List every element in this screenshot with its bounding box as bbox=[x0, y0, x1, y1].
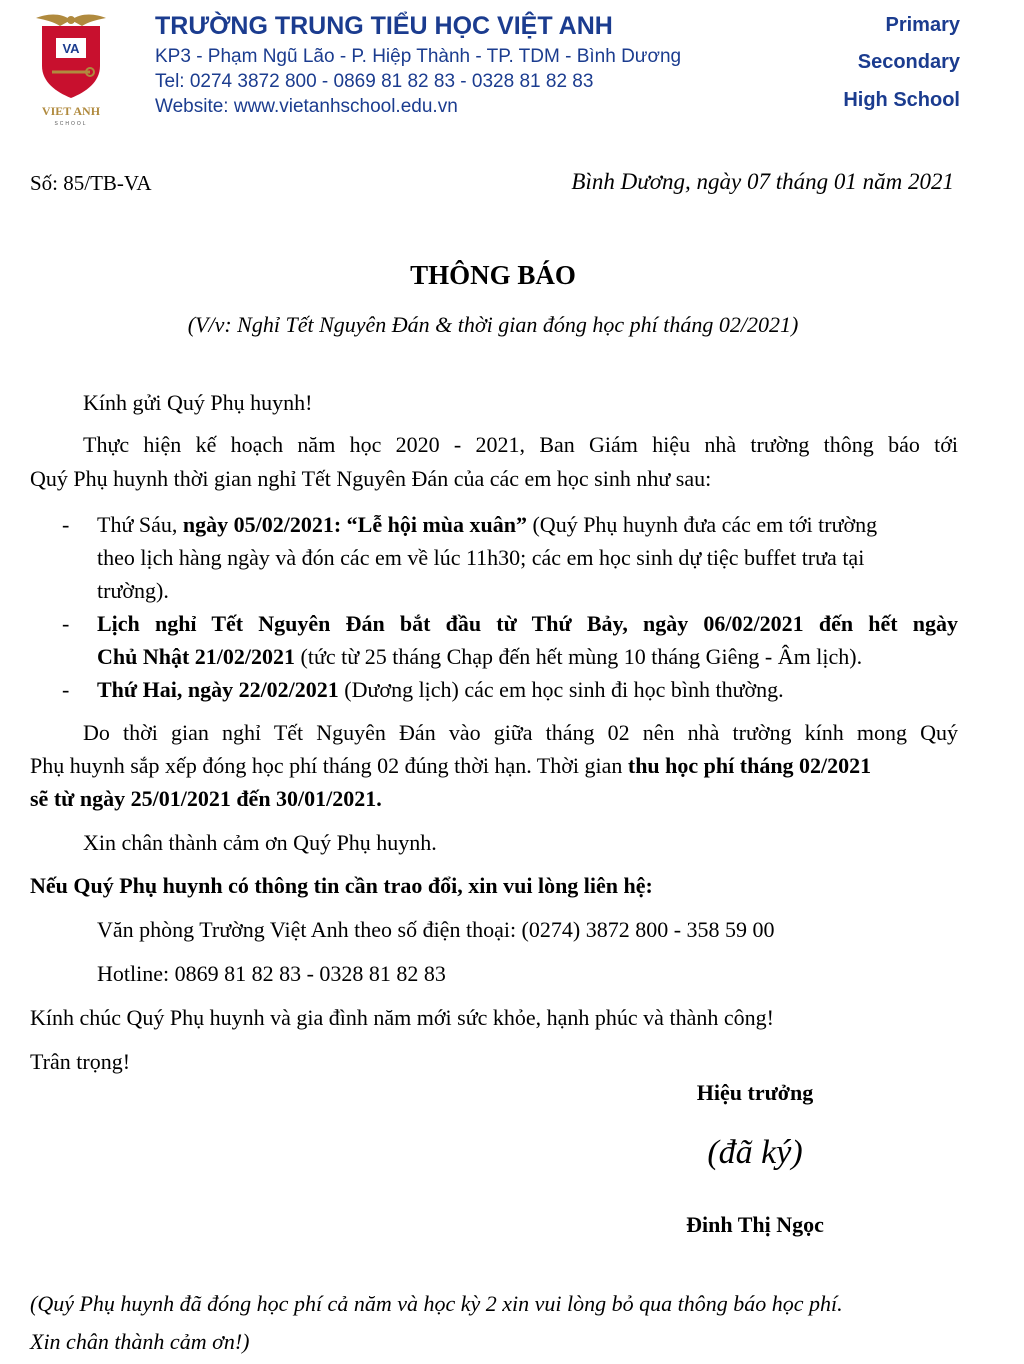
intro-line-2: Quý Phụ huynh thời gian nghỉ Tết Nguyên Đán của các em học sinh như sau: bbox=[30, 466, 712, 491]
fee-line-2 bbox=[30, 749, 871, 782]
school-address: KP3 - Phạm Ngũ Lão - P. Hiệp Thành - TP. TDM - Bình Dương bbox=[155, 46, 682, 67]
school-name: TRƯỜNG TRUNG TIỂU HỌC VIỆT ANH bbox=[155, 12, 613, 40]
bullet-dash-3: - bbox=[62, 677, 70, 702]
bullet-dash-2: - bbox=[62, 611, 70, 636]
level-secondary: Secondary bbox=[857, 51, 960, 73]
bullet-dash-1: - bbox=[62, 512, 70, 537]
bullet-1-line-3: trường). bbox=[97, 578, 169, 603]
bullet-2-end-date: Chủ Nhật 21/02/2021 bbox=[97, 644, 296, 669]
place-date: Bình Dương, ngày 07 tháng 01 năm 2021 bbox=[571, 169, 954, 194]
level-high-school: High School bbox=[843, 89, 960, 111]
bullet-3-detail: (Dương lịch) các em học sinh đi học bình thường. bbox=[338, 677, 784, 702]
school-website: Website: www.vietanhschool.edu.vn bbox=[155, 96, 458, 117]
school-logo bbox=[30, 8, 112, 128]
bullet-3-date: Thứ Hai, ngày 22/02/2021 bbox=[97, 677, 339, 702]
logo-brand-text: VIET ANH bbox=[41, 104, 101, 118]
bullet-1-detail: (Quý Phụ huynh đưa các em tới trường bbox=[526, 512, 878, 537]
signature-name: Đinh Thị Ngọc bbox=[686, 1212, 824, 1237]
document-title: THÔNG BÁO bbox=[410, 260, 576, 290]
fee-period-label: thu học phí tháng 02/2021 bbox=[627, 753, 872, 778]
signature-signed: (đã ký) bbox=[707, 1134, 803, 1171]
thanks-line: Xin chân thành cảm ơn Quý Phụ huynh. bbox=[83, 830, 437, 855]
note-line-2: Xin chân thành cảm ơn!) bbox=[30, 1329, 250, 1354]
contact-heading: Nếu Quý Phụ huynh có thông tin cần trao đổi, xin vui lòng liên hệ: bbox=[30, 873, 653, 898]
bullet-1-event: ngày 05/02/2021: “Lễ hội mùa xuân” bbox=[182, 512, 527, 537]
fee-line-1: Do thời gian nghỉ Tết Nguyên Đán vào giữa tháng 02 nên nhà trường kính mong Quý bbox=[83, 720, 958, 745]
note-line-1: (Quý Phụ huynh đã đóng học phí cả năm và học kỳ 2 xin vui lòng bỏ qua thông báo học phí. bbox=[30, 1291, 843, 1316]
fee-line-3: sẽ từ ngày 25/01/2021 đến 30/01/2021. bbox=[30, 786, 382, 811]
fee-line-2-text: Phụ huynh sắp xếp đóng học phí tháng 02 đúng thời hạn. Thời gian bbox=[30, 753, 628, 778]
school-phone: Tel: 0274 3872 800 - 0869 81 82 83 - 0328 81 82 83 bbox=[155, 71, 594, 92]
bullet-2-lunar-note: (tức từ 25 tháng Chạp đến hết mùng 10 tháng Giêng - Âm lịch). bbox=[295, 644, 863, 669]
contact-office: Văn phòng Trường Việt Anh theo số điện thoại: (0274) 3872 800 - 358 59 00 bbox=[97, 917, 775, 942]
bullet-1-line-1 bbox=[97, 508, 958, 541]
contact-hotline: Hotline: 0869 81 82 83 - 0328 81 82 83 bbox=[97, 961, 446, 986]
bullet-1-day: Thứ Sáu, bbox=[97, 512, 183, 537]
logo-badge-text: VA bbox=[62, 41, 80, 56]
wishes-line: Kính chúc Quý Phụ huynh và gia đình năm mới sức khỏe, hạnh phúc và thành công! bbox=[30, 1005, 774, 1030]
document-subtitle: (V/v: Nghỉ Tết Nguyên Đán & thời gian đóng học phí tháng 02/2021) bbox=[187, 312, 799, 337]
bullet-2-line-1: Lịch nghỉ Tết Nguyên Đán bắt đầu từ Thứ Bảy, ngày 06/02/2021 đến hết ngày bbox=[97, 611, 958, 636]
letterhead bbox=[0, 0, 1024, 140]
bullet-2-line-2 bbox=[97, 640, 862, 673]
logo-sub-text: SCHOOL bbox=[54, 121, 88, 127]
signature-role: Hiệu trưởng bbox=[696, 1080, 814, 1105]
regards-line: Trân trọng! bbox=[30, 1049, 131, 1074]
level-primary: Primary bbox=[885, 14, 960, 36]
bullet-3-line bbox=[97, 673, 784, 706]
bullet-1-line-2: theo lịch hàng ngày và đón các em về lúc 11h30; các em học sinh dự tiệc buffet trưa tại bbox=[97, 545, 865, 570]
greeting: Kính gửi Quý Phụ huynh! bbox=[83, 390, 313, 415]
document-number: Số: 85/TB-VA bbox=[30, 171, 152, 195]
intro-line-1: Thực hiện kế hoạch năm học 2020 - 2021, Ban Giám hiệu nhà trường thông báo tới bbox=[83, 432, 958, 457]
